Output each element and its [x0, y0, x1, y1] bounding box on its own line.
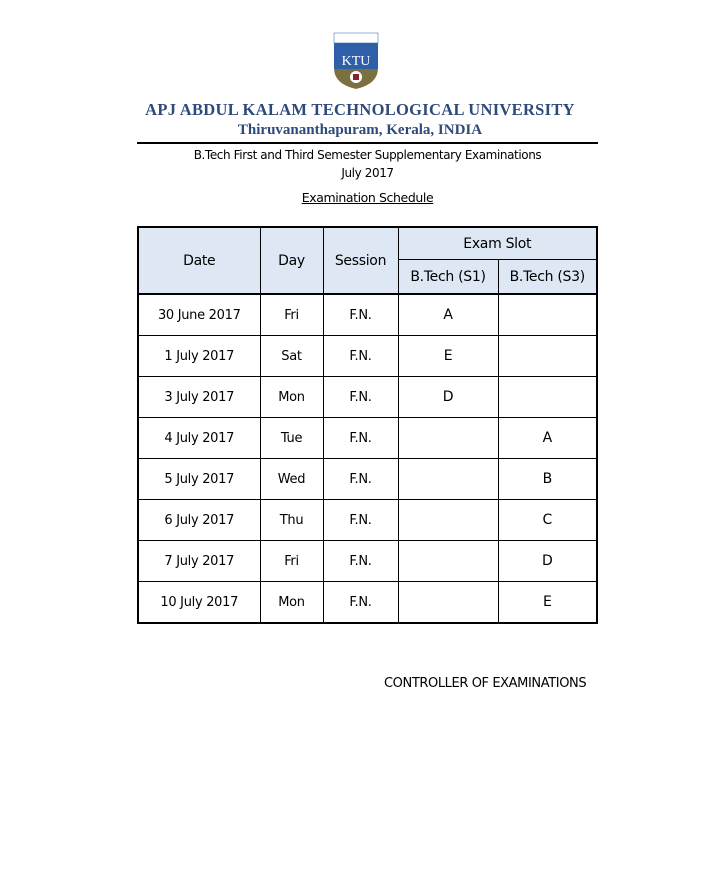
ktu-logo — [333, 32, 379, 90]
cell-s1-slot: D — [398, 377, 498, 418]
table-row — [138, 294, 597, 336]
table-row — [138, 377, 597, 418]
cell-day: Fri — [260, 294, 323, 336]
table-row — [138, 541, 597, 582]
header-exam-slot: Exam Slot — [398, 227, 597, 260]
header-divider — [137, 142, 598, 144]
cell-s3-slot: A — [498, 418, 597, 459]
university-name: APJ ABDUL KALAM TECHNOLOGICAL UNIVERSITY — [145, 100, 575, 119]
cell-session: F.N. — [323, 541, 398, 582]
cell-session: F.N. — [323, 294, 398, 336]
cell-day: Mon — [260, 582, 323, 624]
cell-date: 1 July 2017 — [138, 336, 260, 377]
cell-s3-slot: C — [498, 500, 597, 541]
controller-signature: CONTROLLER OF EXAMINATIONS — [384, 676, 587, 691]
cell-date: 6 July 2017 — [138, 500, 260, 541]
cell-s3-slot: B — [498, 459, 597, 500]
table-row — [138, 459, 597, 500]
cell-session: F.N. — [323, 582, 398, 624]
cell-session: F.N. — [323, 377, 398, 418]
exam-month: July 2017 — [341, 166, 394, 180]
cell-s1-slot: E — [398, 336, 498, 377]
cell-date: 3 July 2017 — [138, 377, 260, 418]
cell-s3-slot — [498, 294, 597, 336]
university-location: Thiruvananthapuram, Kerala, INDIA — [237, 122, 483, 138]
cell-day: Thu — [260, 500, 323, 541]
exam-title: B.Tech First and Third Semester Supplementary Examinations — [193, 148, 542, 162]
cell-s1-slot — [398, 418, 498, 459]
cell-s3-slot — [498, 336, 597, 377]
svg-text:KTU: KTU — [341, 54, 371, 69]
cell-s3-slot: E — [498, 582, 597, 624]
header-session: Session — [323, 227, 398, 294]
cell-date: 30 June 2017 — [138, 294, 260, 336]
cell-session: F.N. — [323, 459, 398, 500]
table-row — [138, 336, 597, 377]
cell-s3-slot — [498, 377, 597, 418]
cell-date: 7 July 2017 — [138, 541, 260, 582]
cell-s1-slot — [398, 582, 498, 624]
cell-day: Tue — [260, 418, 323, 459]
cell-day: Fri — [260, 541, 323, 582]
table-row — [138, 500, 597, 541]
cell-date: 4 July 2017 — [138, 418, 260, 459]
cell-s1-slot — [398, 459, 498, 500]
table-row — [138, 582, 597, 624]
header-s3: B.Tech (S3) — [498, 260, 597, 295]
cell-s1-slot: A — [398, 294, 498, 336]
cell-s1-slot — [398, 541, 498, 582]
header-date: Date — [138, 227, 260, 294]
cell-day: Mon — [260, 377, 323, 418]
header-s1: B.Tech (S1) — [398, 260, 498, 295]
cell-day: Wed — [260, 459, 323, 500]
cell-s3-slot: D — [498, 541, 597, 582]
cell-s1-slot — [398, 500, 498, 541]
cell-date: 5 July 2017 — [138, 459, 260, 500]
cell-date: 10 July 2017 — [138, 582, 260, 624]
cell-session: F.N. — [323, 500, 398, 541]
cell-session: F.N. — [323, 418, 398, 459]
cell-session: F.N. — [323, 336, 398, 377]
schedule-heading: Examination Schedule — [301, 190, 434, 205]
table-row — [138, 418, 597, 459]
cell-day: Sat — [260, 336, 323, 377]
header-day: Day — [260, 227, 323, 294]
exam-schedule-table — [137, 226, 598, 624]
